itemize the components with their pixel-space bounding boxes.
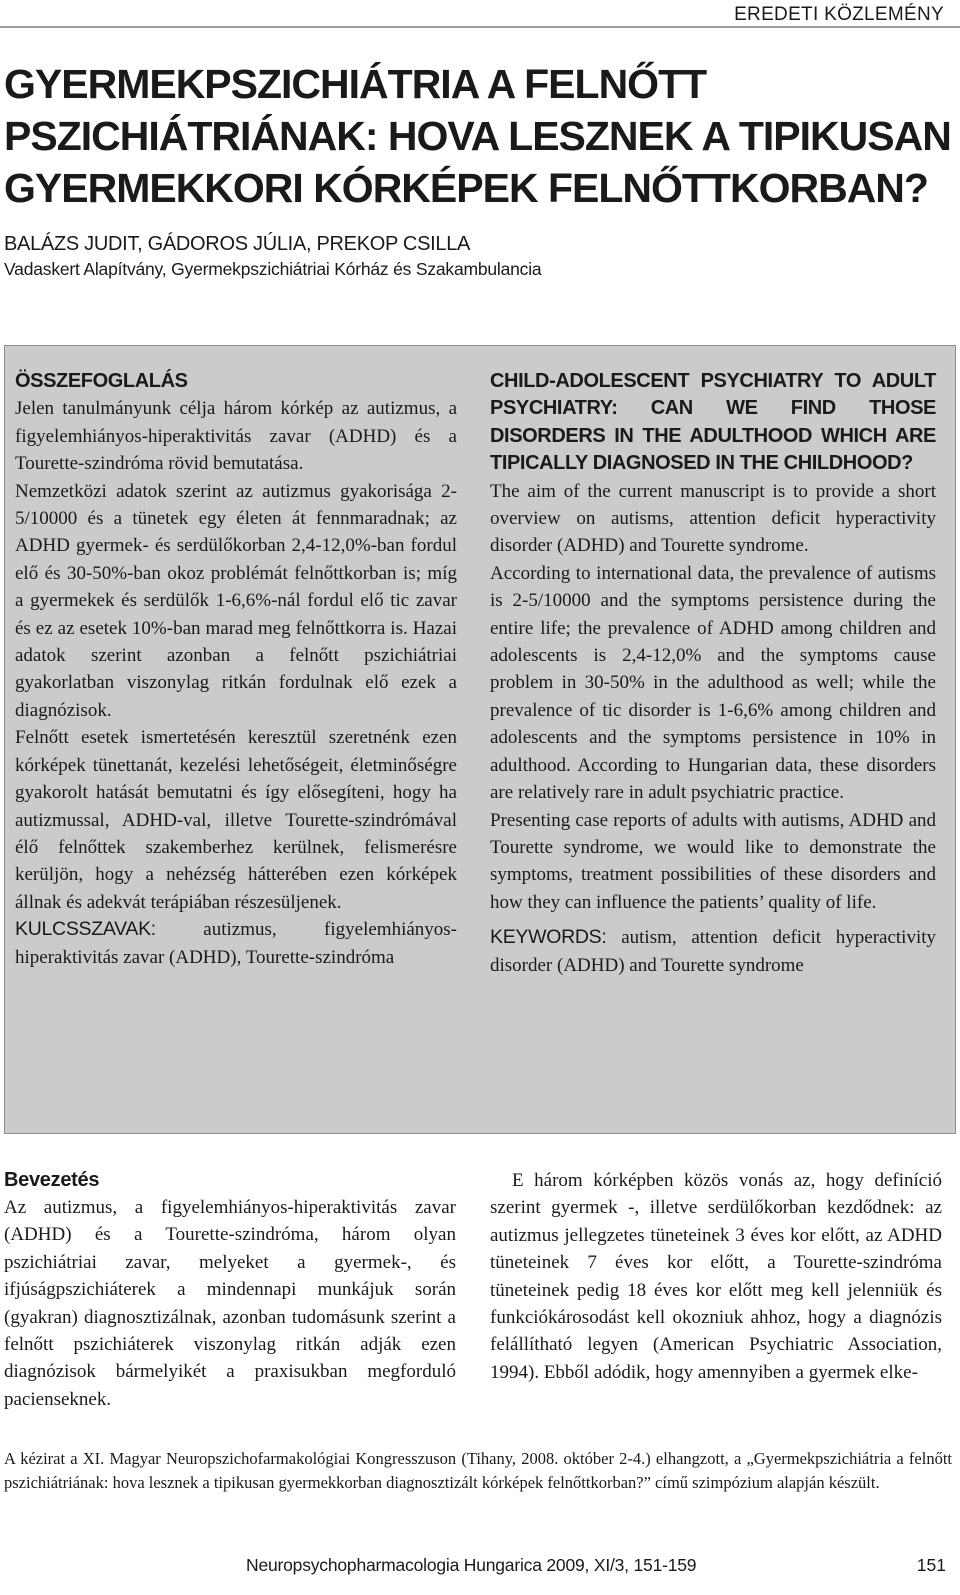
abstract-en-heading: CHILD-ADOLESCENT PSYCHIATRY TO ADULT PSYCHIATRY: CAN WE FIND THOSE DISORDERS IN THE ADULTHOOD WHICH ARE TIPICALLY DIAGNOSED IN THE CHILDHOOD? (490, 370, 936, 475)
keywords-label: KULCSSZAVAK: (15, 918, 156, 941)
journal-citation: Neuropsychopharmacologia Hungarica 2009, XI/3, 151-159 (246, 1555, 697, 1575)
abstract-hu-keywords (15, 916, 457, 971)
introduction-left-column (4, 1167, 456, 1413)
article-title: GYERMEKPSZICHIÁTRIA A FELNŐTT PSZICHIÁTRIÁNAK: HOVA LESZNEK A TIPIKUSAN GYERMEKKORI KÓRKÉPEK FELNŐTTKORBAN? (4, 61, 951, 211)
footnote: A kézirat a XI. Magyar Neuropszichofarmakológiai Kongresszuson (Tihany, 2008. október 2-4.) elhangzott, a „Gyermekpszichiátria a felnőtt pszichiátriának: hova lesznek a tipikusan gyermekkorban diagnosztizált kórképek felnőttkorban?” című szimpózium alapján készült. (4, 1449, 952, 1492)
affiliation: Vadaskert Alapítvány, Gyermekpszichiátriai Kórház és Szakambulancia (4, 259, 542, 279)
abstract-en-paragraph: According to international data, the prevalence of autisms is 2-5/10000 and the symptoms persistence during the entire life; the prevalence of ADHD among children and adolescents is 2,4-12,0% and the symptoms cause problem in 30-50% in the adulthood as well; while the prevalence of tic disorder is 1-6,6% among children and adolescents and the symptoms persistence in 10% in adulthood. According to Hungarian data, these disorders are relatively rare in adult psychiatric practice. (490, 562, 936, 804)
intro-paragraph: Az autizmus, a figyelemhiányos-hiperaktivitás zavar (ADHD) és a Tourette-szindróma, három olyan pszichiátriai zavar, melyeket a gyermek-, és ifjúságpszichiáterek a mindennapi munkájuk során (gyakran) diagnosztizálnak, azonban tudomásunk szerint a felnőtt pszichiáterek viszonylag ritkán adják ezen diagnózisok bármelyikét a praxisukban megforduló pacienseknek. (4, 1197, 456, 1410)
article-type-label: EREDETI KÖZLEMÉNY (734, 4, 944, 25)
keywords-text: autizmus, figyelemhiányos-hiperaktivitás zavar (ADHD), Tourette-szindróma (15, 919, 458, 968)
header-rule (0, 26, 960, 28)
abstract-hu-heading: ÖSSZEFOGLALÁS (15, 370, 188, 392)
intro-paragraph: E három kórképben közös vonás az, hogy definíció szerint gyermek -, illetve serdülőkorban kezdődnek: az autizmus jellegzetes tüneteinek 3 éves kor előtt, az ADHD tüneteinek 7 éves kor előtt, a Tourette-szindróma tüneteinek pedig 18 éves kor előtt meg kell jelenniük és funkciókárosodást kell okozniuk ahhoz, hogy a diagnózis felállítható legyen (American Psychiatric Association, 1994). Ebből adódik, hogy amennyiben a gyermek elke- (490, 1170, 942, 1383)
introduction-right-column (490, 1167, 942, 1386)
keywords-label: KEYWORDS: (490, 926, 607, 949)
keywords-text: autism, attention deficit hyperactivity disorder (ADHD) and Tourette syndrome (490, 927, 937, 976)
abstract-hu-paragraph: Nemzetközi adatok szerint az autizmus gyakorisága 2-5/10000 és a tünetek egy életen át fennmaradnak; az ADHD gyermek- és serdülőkorban 2,4-12,0%-ban fordul elő és 30-50%-ban okoz problémát felnőttkorban is; míg a gyermekek és serdülők 1-6,6%-nál fordul elő tic zavar és ez az esetek 10%-ban marad meg felnőttkorra is. Hazai adatok szerint azonban a felnőtt pszichiátriai gyakorlatban viszonylag ritkán fordulnak elő ezek a diagnózisok. (15, 480, 457, 721)
page-number: 151 (916, 1555, 946, 1575)
abstract-box (4, 345, 956, 1134)
abstract-hungarian (15, 368, 457, 971)
abstract-en-paragraph: Presenting case reports of adults with autisms, ADHD and Tourette syndrome, we would like to demonstrate the symptoms, treatment possibilities of these disorders and how they can influence the patients’ quality of life. (490, 809, 936, 913)
abstract-hu-paragraph: Felnőtt esetek ismertetésén keresztül szeretnénk ezen kórképek tünettanát, kezelési lehetőségeit, életminőségre gyakorolt hatását bemutatni és így elősegíteni, hogy ha autizmussal, ADHD-val, illetve Tourette-szindrómával élő felnőttek szakemberhez kerülnek, felismerésre kerüljön, hogy a nehézség hátterében ezen kórképek állnak és adekvát terápiában részesüljenek. (15, 727, 457, 913)
abstract-english (490, 368, 936, 979)
abstract-en-paragraph: The aim of the current manuscript is to provide a short overview on autisms, attention deficit hyperactivity disorder (ADHD) and Tourette syndrome. (490, 480, 936, 557)
abstract-en-keywords (490, 924, 936, 979)
section-heading: Bevezetés (4, 1169, 100, 1191)
authors: BALÁZS JUDIT, GÁDOROS JÚLIA, PREKOP CSILLA (4, 233, 471, 255)
abstract-hu-paragraph: Jelen tanulmányunk célja három kórkép az autizmus, a figyelemhiányos-hiperaktivitás zavar (ADHD) és a Tourette-szindróma rövid bemutatása. (15, 398, 457, 475)
